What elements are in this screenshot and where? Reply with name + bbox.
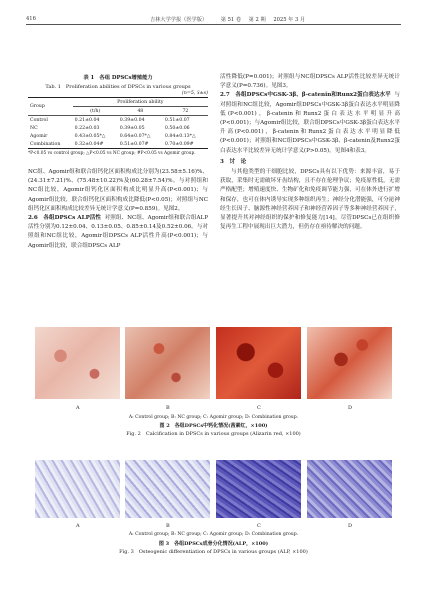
micrograph-c	[216, 460, 301, 518]
row-group: Control	[30, 117, 48, 123]
page-number: 416	[26, 16, 36, 22]
group-header: Group	[30, 104, 45, 109]
ability-header: Proliferation ability	[73, 98, 208, 107]
paragraph: 对照组、NC组、Agomir组和联合组ALP活性分别为0.12±0.04、0.13±0.05、0.85±0.14及0.52±0.06。与对照组和NC组比较，Agomir组DPSCs ALP活性升高(P<0.001)；与Agomir组比较，联合组DPSCs ALP	[28, 215, 209, 249]
paragraph: 与其他类型的干细胞比较，DPSCs具有以下优势：来源丰富，易于获取，采集时无需破坏牙齿结构，且不存在伦理争议；免疫原性低，无需严格配型；增殖速度快、生物矿化和免疫调节能力强，可在体外进行扩增和保存，也可在体内诱导实现多种组织再生；神经分化潜能强，可分泌神经生长因子、脑源性神经营养因子和神经营养因子等多种神经营养因子，显著提升其对神经组织的保护和修复能力[14]。尽管DPSCs已在组织修复再生工程中展现出巨大潜力，但仍存在亟待解决的问题。	[220, 169, 400, 231]
table-title-cn: 表 1 各组 DPSCs增殖能力	[83, 75, 153, 81]
running-header	[150, 16, 305, 23]
table-1	[28, 73, 208, 157]
row-value: 0.22±0.03	[74, 125, 100, 131]
micrograph-b	[125, 460, 210, 518]
date: 2025 年 3 月	[273, 17, 306, 23]
panel-label: B	[166, 405, 170, 411]
micrograph-b	[125, 327, 210, 399]
row-value: 0.21±0.04	[74, 117, 100, 123]
table-row	[28, 140, 208, 149]
table-row	[28, 116, 208, 125]
panel-label: D	[348, 405, 353, 411]
time-72: 72	[182, 108, 189, 114]
figure-3	[27, 460, 400, 570]
row-value: 0.84±0.13*△	[164, 133, 196, 139]
row-value: 0.64±0.07*△	[119, 133, 151, 139]
panel-label: C	[257, 523, 261, 529]
figure-title-cn: 图 3 各组DPSCs成骨分化情况(ALP，×100)	[158, 541, 269, 547]
row-value: 0.32±0.04#	[74, 141, 104, 147]
panel-label: B	[166, 523, 170, 529]
paragraph: 活性降低(P=0.001)；对照组与NC组DPSCs ALP活性比较差异无统计学意义(P=0.736)。见图3。	[220, 74, 400, 90]
figure-title-cn: 图 2 各组DPSCs中钙化情况(茜素红，×100)	[159, 423, 268, 429]
table-title-en: Tab. 1 Proliferation abilities of DPSCs in various groups	[45, 84, 191, 90]
panel-label: A	[76, 405, 80, 411]
table-unit: (n=5, x̄±s)	[181, 91, 208, 96]
row-value: 0.70±0.09#	[164, 141, 194, 147]
time-header: (t/h)	[90, 108, 101, 114]
row-value: 0.51±0.07#	[119, 141, 149, 147]
right-column	[220, 73, 400, 232]
row-value: 0.50±0.06	[164, 125, 190, 131]
left-column	[28, 168, 208, 251]
panel-label: C	[257, 405, 261, 411]
micrograph-d	[307, 327, 392, 399]
micrograph-d	[307, 460, 392, 518]
figure-2	[27, 327, 400, 437]
section-heading: 2.7 各组DPSCs中GSK-3β、β-catenin和Runx2蛋白表达水平	[220, 92, 391, 99]
row-value: 0.39±0.05	[119, 125, 145, 131]
figure-legend: A: Control group; B: NC group; C: Agomir group; D: Combination group.	[128, 532, 299, 537]
journal-name: 吉林大学学报（医学版）	[150, 17, 208, 23]
micrograph-a	[35, 460, 120, 518]
row-group: NC	[30, 125, 38, 131]
time-48: 48	[137, 108, 144, 114]
figure-title-en: Fig. 3 Osteogenic differentiation of DPSCs in various groups (ALP, ×100)	[119, 549, 308, 555]
paragraph: NC组、Agomir组和联合组钙化区面积构成比分别为(23.58±5.16)%、(24.31±7.21)%、(75.48±10.22)%及(60.28±7.54)%。与对照组和NC组比较，Agomir组钙化区面积构成比明显升高(P<0.001)；与Agomir组比较，联合组钙化区面积构成比降低(P<0.05)；对照组与NC组钙化区面积构成比较差异无统计学意义(P=0.859)。见图2。	[28, 169, 208, 212]
table-footnote: *P<0.05 vs control group; △P<0.05 vs NC group; #P<0.05 vs Agomir group.	[28, 151, 196, 156]
row-value: 0.43±0.05*△	[74, 133, 106, 139]
panel-label: D	[348, 523, 353, 529]
section-heading: 3 讨 论	[220, 158, 247, 165]
section-heading: 2.6 各组DPSCs ALP活性	[28, 215, 102, 222]
issue: 第 2 期	[248, 17, 266, 23]
panel-label: A	[76, 523, 80, 529]
header-rule	[26, 24, 401, 25]
row-value: 0.51±0.07	[164, 117, 190, 123]
figure-legend: A: Control group; B: NC group; C: Agomir group; D: Combination group.	[128, 415, 299, 420]
table-row	[28, 124, 208, 132]
row-group: Agomir	[30, 133, 48, 139]
figure-title-en: Fig. 2 Calcification in DPSCs in various groups (Alizarin red, ×100)	[126, 431, 301, 437]
micrograph-a	[35, 327, 120, 399]
volume: 第 51 卷	[220, 17, 242, 23]
row-value: 0.39±0.04	[119, 117, 145, 123]
table-row	[28, 132, 208, 140]
micrograph-c	[216, 327, 301, 399]
row-group: Combination	[30, 141, 61, 147]
proliferation-table	[28, 97, 208, 149]
paragraph: 与对照组和NC组比较，Agomir组DPSCs中GSK-3β蛋白表达水平明显降低(P<0.001)，β-catenin和Runx2蛋白表达水平明显升高(P<0.001)；与Agomir组比较，联合组DPSCs中GSK-3β蛋白表达水平升高(P<0.001)，β-catenin和Runx2蛋白表达水平明显降低(P<0.001)；对照组和NC组DPSCs中GSK-3β、β-catenin及Runx2蛋白表达水平比较差异无统计学意义(P>0.05)。见图4和表3。	[220, 92, 400, 154]
